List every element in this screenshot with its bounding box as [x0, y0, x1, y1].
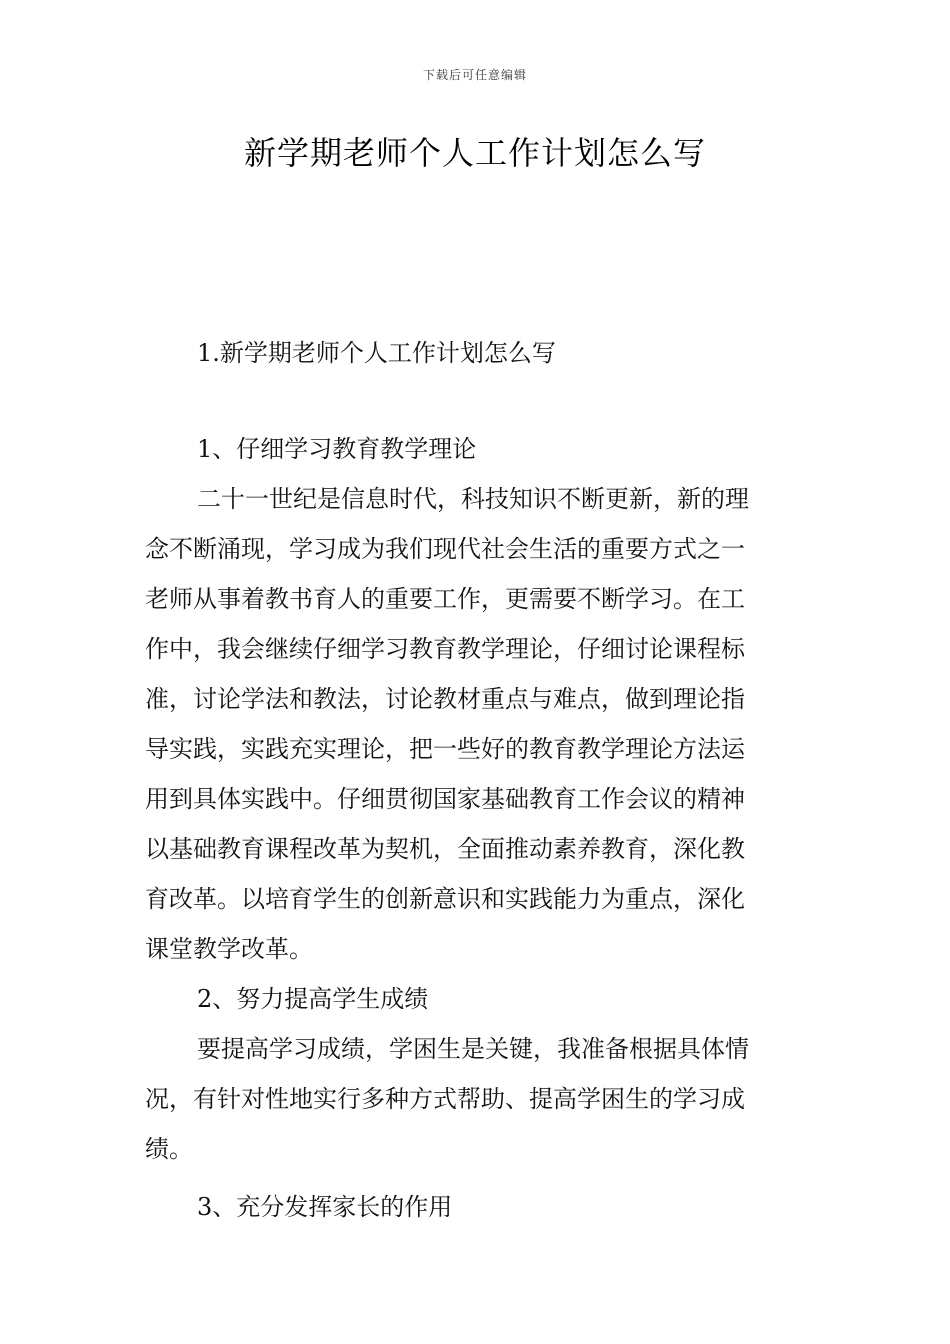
paragraph-line: 用到具体实践中。仔细贯彻国家基础教育工作会议的精神: [145, 785, 745, 813]
paragraph-line: 课堂教学改革。: [145, 935, 313, 963]
header-note: 下载后可任意编辑: [422, 68, 527, 82]
section-heading: 3、充分发挥家长的作用: [197, 1193, 453, 1221]
paragraph-line: 作中，我会继续仔细学习教育教学理论，仔细讨论课程标: [145, 635, 745, 663]
document-title: 新学期老师个人工作计划怎么写: [243, 134, 706, 172]
paragraph-line: 导实践，实践充实理论，把一些好的教育教学理论方法运: [145, 735, 745, 763]
paragraph-line: 准，讨论学法和教法，讨论教材重点与难点，做到理论指: [145, 685, 745, 713]
document-body: [145, 328, 805, 1232]
paragraph-line: 念不断涌现，学习成为我们现代社会生活的重要方式之一: [145, 535, 745, 563]
paragraph-line: 以基础教育课程改革为契机，全面推动素养教育，深化教: [145, 835, 745, 863]
subtitle: 1.新学期老师个人工作计划怎么写: [197, 339, 556, 367]
section-heading: 1、仔细学习教育教学理论: [197, 435, 477, 463]
paragraph-line: 老师从事着教书育人的重要工作，更需要不断学习。在工: [145, 585, 745, 613]
paragraph-line: 育改革。以培育学生的创新意识和实践能力为重点，深化: [145, 885, 745, 913]
paragraph-line: 况，有针对性地实行多种方式帮助、提高学困生的学习成: [145, 1085, 745, 1113]
paragraph-line: 要提高学习成绩，学困生是关键，我准备根据具体情: [197, 1035, 749, 1063]
paragraph-line: 绩。: [145, 1135, 193, 1163]
paragraph-line: 二十一世纪是信息时代，科技知识不断更新，新的理: [197, 485, 749, 513]
section-heading: 2、努力提高学生成绩: [197, 985, 429, 1013]
